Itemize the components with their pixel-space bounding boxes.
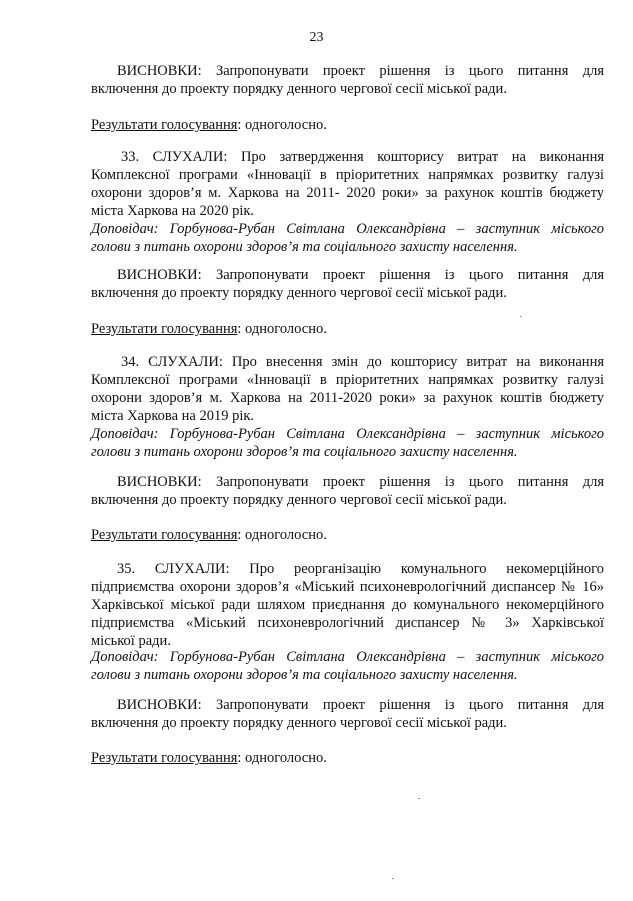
conclusion-block (91, 62, 604, 98)
speaker-text: Доповідач: Горбунова-Рубан Світлана Олександрівна – заступник міського (91, 426, 604, 442)
voting-result-label: Результати голосування (91, 321, 238, 337)
speaker-text: голови з питань охорони здоров’я та соціального захисту населення. (91, 239, 518, 255)
heard-text: міста Харкова на 2019 рік. (91, 408, 255, 424)
scan-speck (418, 798, 420, 799)
heard-text: Комплексної програми «Інновації в пріоритетних напрямках розвитку галузі (91, 167, 604, 183)
heard-text: Про внесення змін до кошторису витрат на виконання (231, 354, 604, 370)
heard-label: 34. СЛУХАЛИ: (121, 354, 223, 370)
heard-text: підприємства охорони здоров’я «Міський психоневрологічний диспансер № 16» (91, 579, 604, 595)
conclusion-text: включення до проекту порядку денного чергової сесії міської ради. (91, 715, 507, 731)
conclusion-label: ВИСНОВКИ: (117, 267, 202, 283)
voting-result (91, 749, 604, 767)
conclusion-block (91, 266, 604, 302)
scan-speck (392, 878, 394, 879)
speaker-text: Доповідач: Горбунова-Рубан Світлана Олександрівна – заступник міського (91, 221, 604, 237)
page-number: 23 (309, 30, 324, 45)
heard-item-33 (91, 148, 604, 220)
conclusion-text: Запропонувати проект рішення із цього питання для (215, 697, 604, 713)
heard-label: 33. СЛУХАЛИ: (121, 149, 228, 165)
speaker-text: Доповідач: Горбунова-Рубан Світлана Олександрівна – заступник міського (91, 649, 604, 665)
heard-text: Про затвердження кошторису витрат на виконання (240, 149, 605, 165)
heard-text: охорони здоров’я м. Харкова на 2011-2020 роки» за рахунок коштів бюджету (91, 390, 604, 406)
conclusion-label: ВИСНОВКИ: (117, 63, 202, 79)
conclusion-text: Запропонувати проект рішення із цього питання для (215, 63, 604, 79)
voting-result-label: Результати голосування (91, 750, 238, 766)
heard-text: Про реорганізацію комунального некомерційного (249, 561, 604, 577)
speaker-block (91, 648, 604, 684)
speaker-text: голови з питань охорони здоров’я та соціального захисту населення. (91, 667, 518, 683)
voting-result-value: : одноголосно. (237, 321, 327, 337)
voting-result-label: Результати голосування (91, 527, 238, 543)
heard-text: міста Харкова на 2020 рік. (91, 203, 255, 219)
heard-text: Харківської міської ради шляхом приєднання до комунального некомерційного (91, 597, 604, 613)
heard-label: 35. СЛУХАЛИ: (117, 561, 230, 577)
voting-result-value: : одноголосно. (237, 117, 327, 133)
voting-result (91, 320, 604, 338)
conclusion-label: ВИСНОВКИ: (117, 474, 202, 490)
speaker-block (91, 220, 604, 256)
voting-result (91, 116, 604, 134)
heard-text: підприємства «Міський психоневрологічний диспансер № 3» Харківської (91, 615, 604, 631)
heard-text: міської ради. (91, 633, 171, 649)
conclusion-block (91, 473, 604, 509)
conclusion-text: включення до проекту порядку денного чергової сесії міської ради. (91, 285, 507, 301)
voting-result-label: Результати голосування (91, 117, 238, 133)
heard-text: Комплексної програми «Інновації в пріоритетних напрямках розвитку галузі (91, 372, 604, 388)
speaker-text: голови з питань охорони здоров’я та соціального захисту населення. (91, 444, 518, 460)
heard-item-34 (91, 353, 604, 425)
conclusion-text: Запропонувати проект рішення із цього питання для (215, 474, 604, 490)
conclusion-label: ВИСНОВКИ: (117, 697, 202, 713)
conclusion-text: Запропонувати проект рішення із цього питання для (215, 267, 604, 283)
speaker-block (91, 425, 604, 461)
conclusion-text: включення до проекту порядку денного чергової сесії міської ради. (91, 81, 507, 97)
voting-result-value: : одноголосно. (237, 750, 327, 766)
voting-result (91, 526, 604, 544)
heard-text: охорони здоров’я м. Харкова на 2011- 2020 роки» за рахунок коштів бюджету (91, 185, 604, 201)
conclusion-block (91, 696, 604, 732)
conclusion-text: включення до проекту порядку денного чергової сесії міської ради. (91, 492, 507, 508)
heard-item-35 (91, 560, 604, 650)
scan-speck (520, 316, 522, 317)
voting-result-value: : одноголосно. (237, 527, 327, 543)
